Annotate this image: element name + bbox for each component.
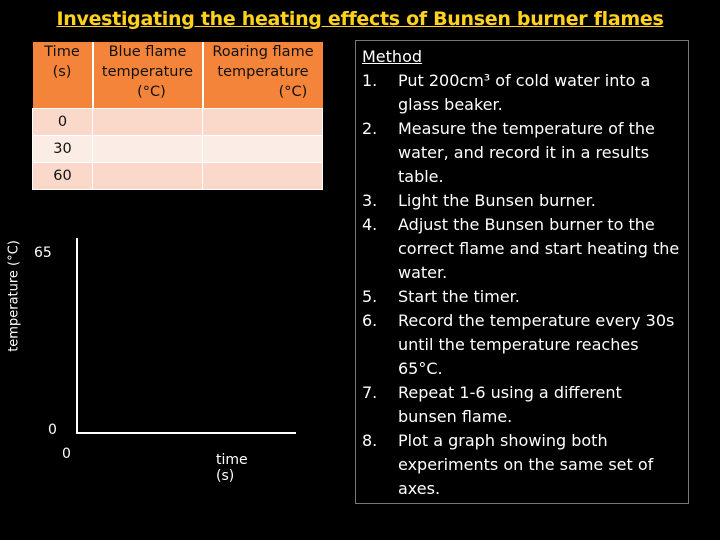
method-step: 5. Start the timer. (362, 287, 520, 306)
method-step: 3. Light the Bunsen burner. (362, 191, 596, 210)
x-tick-0: 0 (62, 446, 71, 462)
table-row (33, 163, 323, 190)
cell-roaring-temp[interactable] (203, 136, 323, 163)
table-row (33, 136, 323, 163)
y-axis-line (76, 238, 78, 434)
x-axis-line (76, 432, 296, 434)
header-blue-flame: Blue flame temperature (°C) (93, 42, 203, 109)
method-step: 7. Repeat 1-6 using a different bunsen flame. (362, 383, 622, 426)
method-panel (355, 40, 689, 504)
method-step: 6. Record the temperature every 30s until the temperature reaches 65°C. (362, 311, 675, 378)
results-table (32, 42, 323, 190)
method-step: 8. Plot a graph showing both experiments on the same set of axes. (362, 431, 654, 498)
header-time: Time (s) (33, 42, 93, 109)
method-step: 2. Measure the temperature of the water, and record it in a results table. (362, 119, 655, 186)
header-roaring-flame: Roaring flame temperature (°C) (203, 42, 323, 109)
x-axis-label: time (s) (216, 452, 248, 484)
table-header-row (33, 42, 323, 109)
method-heading: Method (362, 47, 423, 66)
method-step: 1. Put 200cm³ of cold water into a glass beaker. (362, 71, 651, 114)
method-step: 4. Adjust the Bunsen burner to the correct flame and start heating the water. (362, 215, 680, 282)
cell-time: 60 (33, 163, 93, 190)
y-axis-label: temperature (°C) (6, 240, 22, 352)
cell-blue-temp[interactable] (93, 109, 203, 136)
cell-time: 30 (33, 136, 93, 163)
cell-time: 0 (33, 109, 93, 136)
y-tick-0: 0 (48, 422, 57, 438)
cell-blue-temp[interactable] (93, 136, 203, 163)
page-title: Investigating the heating effects of Bunsen burner flames (56, 8, 664, 30)
cell-blue-temp[interactable] (93, 163, 203, 190)
y-tick-65: 65 (34, 245, 52, 261)
cell-roaring-temp[interactable] (203, 109, 323, 136)
table-row (33, 109, 323, 136)
cell-roaring-temp[interactable] (203, 163, 323, 190)
